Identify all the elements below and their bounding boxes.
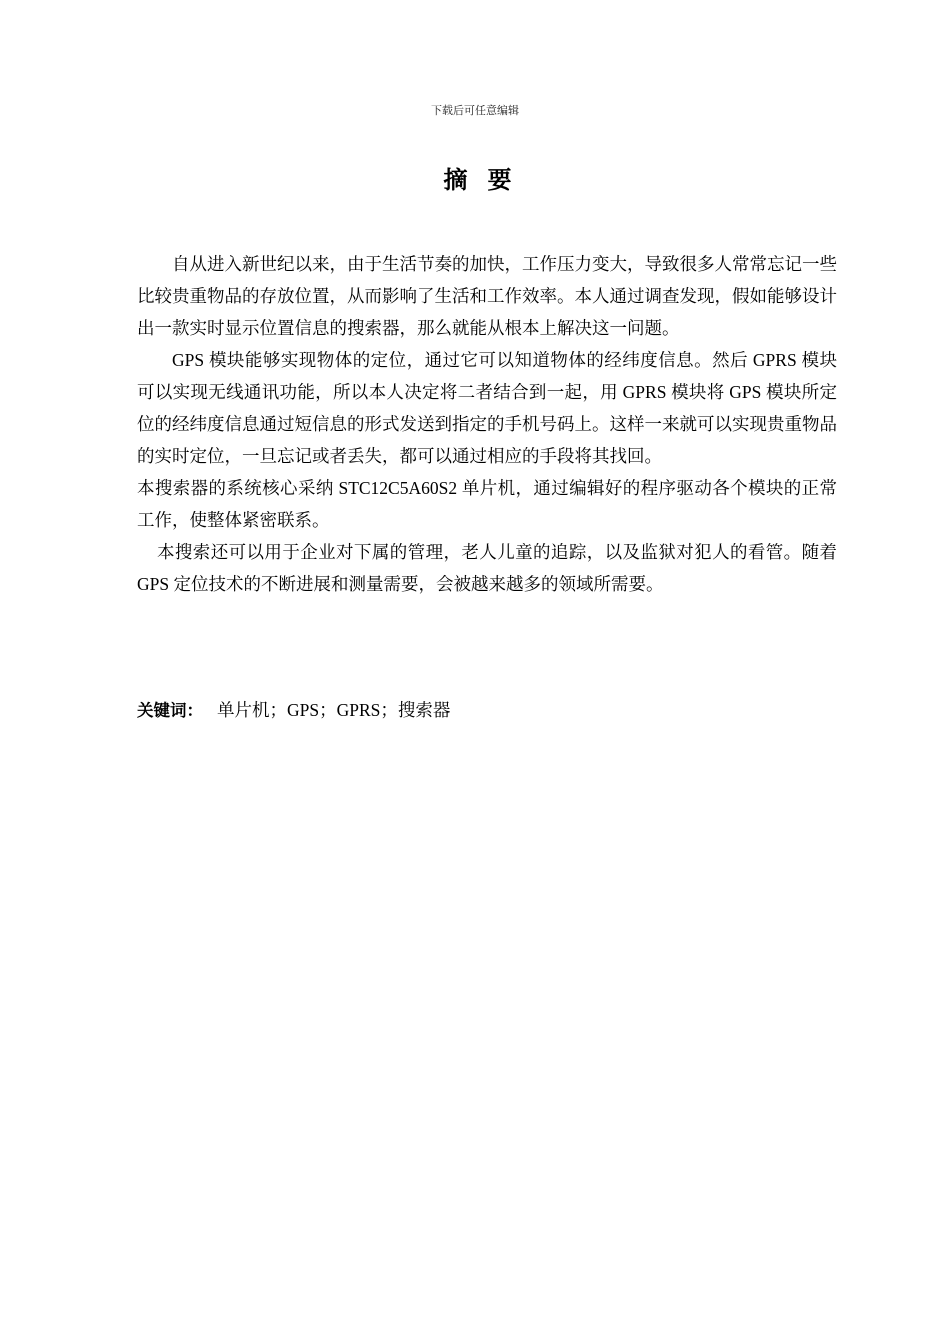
header-note: 下载后可任意编辑 xyxy=(431,105,519,117)
keywords-label: 关键词： xyxy=(137,701,203,720)
abstract-paragraph-1: 自从进入新世纪以来，由于生活节奏的加快，工作压力变大，导致很多人常常忘记一些比较贵重物品的存放位置，从而影响了生活和工作效率。本人通过调查发现，假如能够设计出一款实时显示位置信息的搜索器，那么就能从根本上解决这一问题。 xyxy=(137,254,837,338)
keywords-value: 单片机；GPS；GPRS；搜索器 xyxy=(217,700,451,720)
page-title: 摘要 xyxy=(443,166,532,194)
abstract-body xyxy=(137,248,837,600)
abstract-paragraph-2: GPS 模块能够实现物体的定位，通过它可以知道物体的经纬度信息。然后 GPRS 模块可以实现无线通讯功能，所以本人决定将二者结合到一起，用 GPRS 模块将 GPS 模块所定位的经纬度信息通过短信息的形式发送到指定的手机号码上。这样一来就可以实现贵重物品的实时定位，一旦忘记或者丢失，都可以通过相应的手段将其找回。 xyxy=(137,350,837,466)
abstract-paragraph-4: 本搜索还可以用于企业对下属的管理，老人儿童的追踪，以及监狱对犯人的看管。随着 GPS 定位技术的不断进展和测量需要，会被越来越多的领域所需要。 xyxy=(137,542,837,594)
abstract-paragraph-3: 本搜索器的系统核心采纳 STC12C5A60S2 单片机，通过编辑好的程序驱动各个模块的正常工作，使整体紧密联系。 xyxy=(137,478,837,530)
keywords-line xyxy=(137,694,837,727)
